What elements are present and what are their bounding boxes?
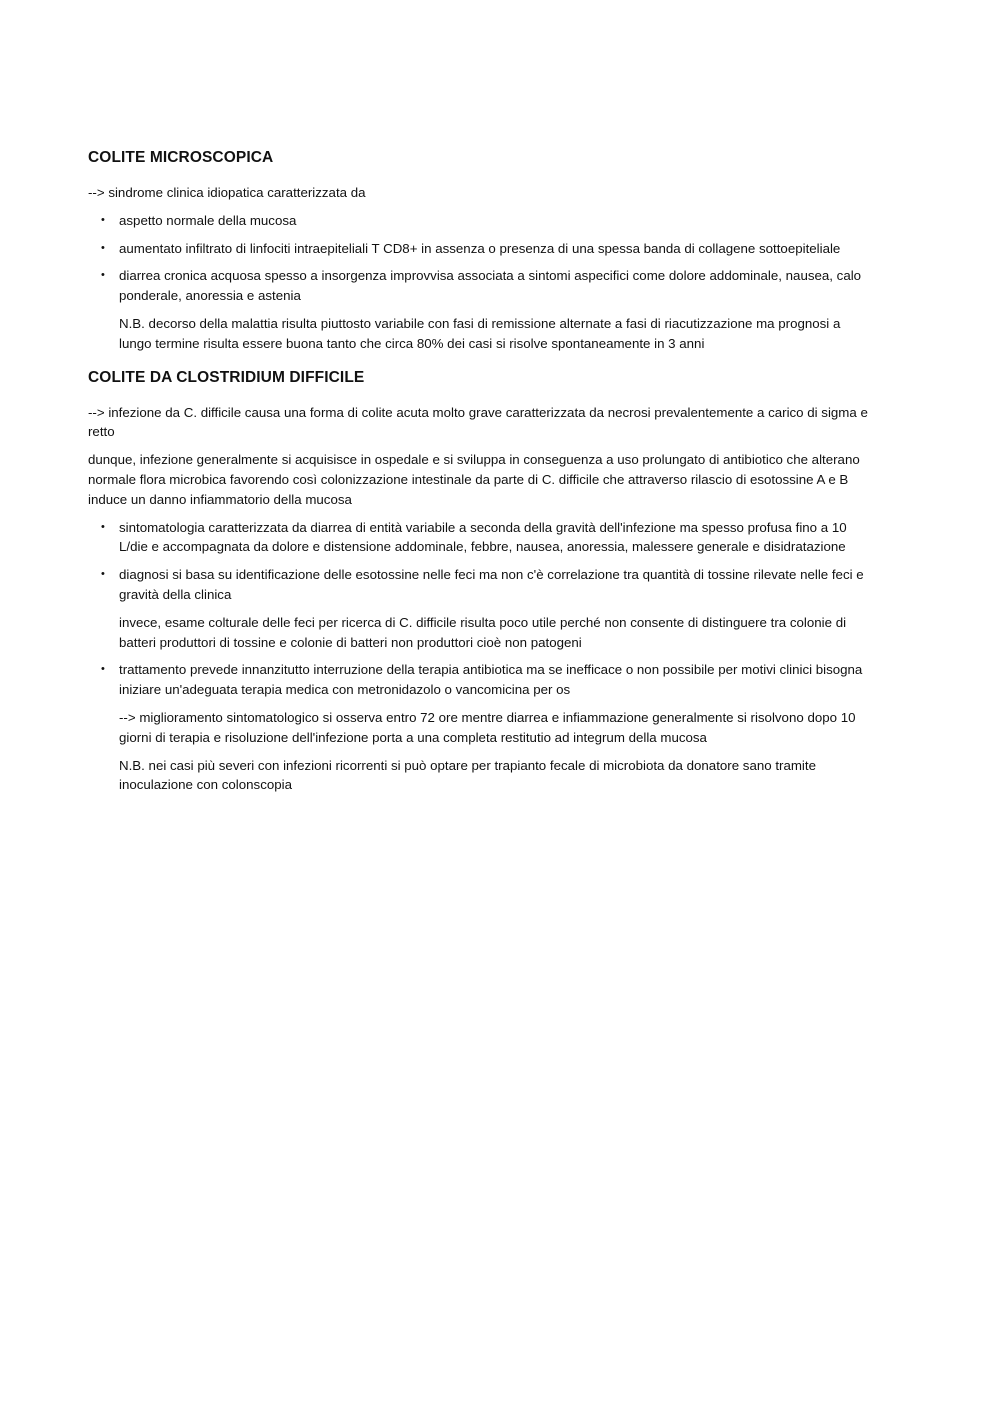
body-paragraph: dunque, infezione generalmente si acquisisce in ospedale e si sviluppa in conseguenza a uso prolungato di antibiotico che alterano normale flora microbica favorendo così colonizzazione intestinale da parte di C. difficile che attraverso rilascio di esotossine A e B induce un danno infiammatorio della mucosa bbox=[88, 452, 860, 507]
list-item-text: trattamento prevede innanzitutto interruzione della terapia antibiotica ma se inefficace o non possibile per motivi clinici bisogna iniziare un'adeguata terapia medica con metronidazolo o vancomicina per os bbox=[119, 662, 863, 698]
sub-paragraph: invece, esame colturale delle feci per ricerca di C. difficile risulta poco utile perché non consente di distinguere tra colonie di batteri produttori di tossine e colonie di batteri non produttori cioè non patogeni bbox=[119, 614, 847, 650]
document-page bbox=[88, 148, 868, 795]
bullet-list bbox=[88, 518, 868, 605]
list-item bbox=[88, 211, 868, 231]
bullet-icon: • bbox=[101, 663, 105, 676]
note-paragraph: N.B. nei casi più severi con infezioni ricorrenti si può optare per trapianto fecale di microbiota da donatore sano tramite inoculazione con colonscopia bbox=[119, 757, 816, 793]
list-item-text: aspetto normale della mucosa bbox=[119, 212, 297, 228]
section-intro: --> sindrome clinica idiopatica caratterizzata da bbox=[88, 185, 366, 200]
list-item-text: sintomatologia caratterizzata da diarrea di entità variabile a seconda della gravità dell'infezione ma spesso profusa fino a 10 L/die e accompagnata da dolore e distensione addominale, febbre, nausea, anoressia, malessere generale e disidratazione bbox=[119, 519, 847, 555]
list-item bbox=[88, 266, 868, 306]
bullet-list bbox=[88, 660, 868, 700]
section-intro: --> infezione da C. difficile causa una forma di colite acuta molto grave caratterizzata da necrosi prevalentemente a carico di sigma e retto bbox=[88, 404, 868, 440]
list-item-text: diarrea cronica acquosa spesso a insorgenza improvvisa associata a sintomi aspecifici come dolore addominale, nausea, calo ponderale, anoressia e astenia bbox=[119, 268, 862, 304]
list-item bbox=[88, 660, 868, 700]
list-item bbox=[88, 565, 868, 605]
bullet-icon: • bbox=[101, 241, 105, 254]
bullet-icon: • bbox=[101, 269, 105, 282]
list-item bbox=[88, 239, 868, 259]
section-title-colite-clostridium: COLITE DA CLOSTRIDIUM DIFFICILE bbox=[88, 368, 365, 386]
note-paragraph: N.B. decorso della malattia risulta piuttosto variabile con fasi di remissione alternate a fasi di riacutizzazione ma prognosi a lungo termine risulta essere buona tanto che circa 80% dei casi si risolve spontaneamente in 3 anni bbox=[119, 315, 841, 351]
list-item bbox=[88, 518, 868, 558]
list-item-text: diagnosi si basa su identificazione delle esotossine nelle feci ma non c'è correlazione tra quantità di tossine rilevate nelle feci e gravità della clinica bbox=[119, 567, 864, 602]
bullet-icon: • bbox=[101, 568, 105, 581]
bullet-list bbox=[88, 211, 868, 306]
section-title-colite-microscopica: COLITE MICROSCOPICA bbox=[88, 149, 274, 166]
bullet-icon: • bbox=[101, 520, 105, 533]
sub-paragraph: --> miglioramento sintomatologico si osserva entro 72 ore mentre diarrea e infiammazione generalmente si risolvono dopo 10 giorni di terapia e risoluzione dell'infezione porta a una completa restitutio ad integrum della mucosa bbox=[119, 709, 856, 745]
bullet-icon: • bbox=[101, 213, 105, 226]
list-item-text: aumentato infiltrato di linfociti intraepiteliali T CD8+ in assenza o presenza di una spessa banda di collagene sottoepiteliale bbox=[119, 240, 841, 256]
